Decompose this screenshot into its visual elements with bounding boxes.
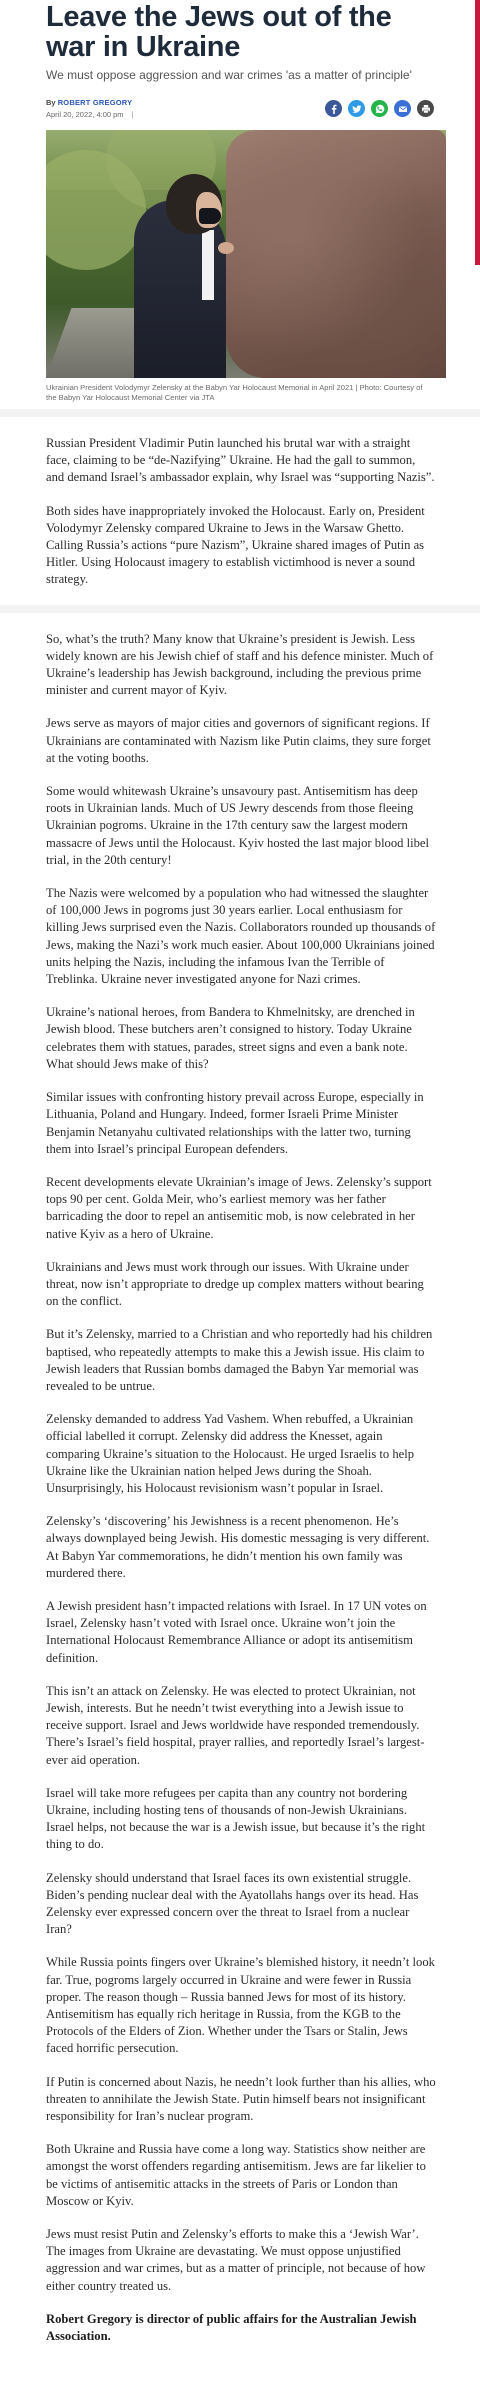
byline-row [46, 97, 432, 127]
byline-separator: | [131, 110, 134, 119]
article-body [0, 631, 480, 2346]
body-paragraph: Similar issues with confronting history prevail across Europe, especially in Lithuania, Poland and Hungary. Indeed, former Israeli Prime Minister Benjamin Netanyahu cultivated relationships with the latter two, turning them into Israel’s principal European defenders. [46, 1090, 424, 1156]
author-bio: Robert Gregory is director of public affairs for the Australian Jewish Association. [46, 2311, 417, 2344]
body-paragraph: But it’s Zelensky, married to a Christian and who reportedly had his children baptised, who repeatedly attempts to make this a Jewish issue. His claim to Jewish leaders that Russian bombs damaged the Babyn Yar memorial was revealed to be untrue. [46, 1327, 433, 1393]
body-paragraph: Jews must resist Putin and Zelensky’s efforts to make this a ‘Jewish War’. The images from Ukraine are devastating. We must oppose unjustified aggression and war crimes, but as a matter of principle, not because of how either country treated us. [46, 2227, 426, 2293]
byline-prefix: By [46, 98, 56, 107]
accent-bar [475, 0, 480, 265]
share-icons [325, 100, 434, 117]
article-photo [46, 130, 446, 378]
body-paragraph: Zelensky’s ‘discovering’ his Jewishness is a recent phenomenon. He’s always downplayed being Jewish. His domestic messaging is very different. At Babyn Yar commemorations, he didn’t mention his own family was murdered there. [46, 1514, 430, 1580]
body-paragraph: Ukrainians and Jews must work through our issues. With Ukraine under threat, now isn’t appropriate to dredge up complex matters without bearing on the conflict. [46, 1259, 424, 1309]
body-paragraph: If Putin is concerned about Nazis, he needn’t look further than his allies, who threaten to annihilate the Jewish State. Putin himself bears not insignificant responsibility for Iran’s nuclear program. [46, 2074, 436, 2124]
article-body [0, 435, 480, 589]
photo-mask [199, 208, 221, 224]
body-paragraph: Some would whitewash Ukraine’s unsavoury past. Antisemitism has deep roots in Ukrainian lands. Much of US Jewry descends from those fleeing Ukrainian pogroms. Ukraine in the 17th century saw the largest modern massacre of Jews until the Holocaust. Kyiv hosted the last major blood libel trial, in the 20th century! [46, 784, 429, 867]
photo-caption: Ukrainian President Volodymyr Zelensky at the Babyn Yar Holocaust Memorial in April 2021 | Photo: Courtesy of the Babyn Yar Holocaust Memorial Center via JTA [46, 383, 423, 402]
email-icon[interactable] [394, 100, 411, 117]
body-paragraph: The Nazis were welcomed by a population who had witnessed the slaughter of 100,000 Jews in pogroms just 30 years earlier. Local enthusiasm for killing Jews surprised even the Nazis. Collaborators rounded up thousands of Jews, making the Nazi’s work much easier. About 100,000 Ukrainians joined units helping the Nazis, including the infamous Ivan the Terrible of Treblinka. Ukraine never investigated anyone for Nazi crimes. [46, 886, 436, 987]
facebook-icon[interactable] [325, 100, 342, 117]
body-paragraph: Russian President Vladimir Putin launched his brutal war with a straight face, claiming to be “de-Nazifying” Ukraine. He had the gall to summon, and demand Israel’s ambassador explain, why Israel was “supporting Nazis”. [46, 436, 435, 485]
body-paragraph: Zelensky should understand that Israel faces its own existential struggle. Biden’s pending nuclear deal with the Ayatollahs hangs over its head. Has Zelensky ever expressed concern over the threat to Israel from a nuclear Iran? [46, 1870, 419, 1937]
byline [46, 97, 134, 121]
whatsapp-icon[interactable] [371, 100, 388, 117]
body-paragraph: Both Ukraine and Russia have come a long way. Statistics show neither are amongst the worst offenders regarding antisemitism. Jews are far likelier to be victims of antisemitic attacks in the streets of Paris or London than Moscow or Kyiv. [46, 2142, 426, 2208]
section-divider [0, 605, 480, 613]
body-paragraph: So, what’s the truth? Many know that Ukraine’s president is Jewish. Less widely known are his Jewish chief of staff and his defence minister. Much of Ukraine’s leadership has Jewish background, including the previous prime minister and current mayor of Kyiv. [46, 631, 434, 698]
body-paragraph: While Russia points fingers over Ukraine’s blemished history, it needn’t look far. True, pogroms largely occurred in Ukraine and were fewer in Russia proper. The reason though – Russia banned Jews for most of its history. Antisemitism has equally rich heritage in Russia, from the KGB to the Protocols of the Elders of Zion. Whether under the Tsars or Stalin, Jews faced horrific persecution. [46, 1955, 435, 2056]
body-paragraph: Both sides have inappropriately invoked the Holocaust. Early on, President Volodymyr Zelensky compared Ukraine to Jews in the Warsaw Ghetto. Calling Russia’s actions “pure Nazism”, Ukraine shared images of Putin as Hitler. Using Holocaust imagery to establish victimhood is never a sound strategy. [46, 503, 425, 587]
article-header [0, 0, 480, 409]
photo-memorial-stone [226, 130, 446, 378]
photo-shirt [202, 230, 214, 300]
body-paragraph: Recent developments elevate Ukrainian’s image of Jews. Zelensky’s support tops 90 per cent. Golda Meir, who’s earliest memory was her father barricading the door to repel an antisemitic mob, is now celebrated in her native Kyiv as a hero of Ukraine. [46, 1174, 432, 1241]
body-paragraph: Jews serve as mayors of major cities and governors of significant regions. If Ukrainians are contaminated with Nazism like Putin claims, they sure forget at the voting booths. [46, 716, 431, 765]
body-paragraph: This isn’t an attack on Zelensky. He was elected to protect Ukrainian, not Jewish, interests. But he needn’t twist everything into a Jewish issue to receive support. Israel and Jews worldwide have responded tremendously. There’s Israel’s field hospital, prayer rallies, and reportedly Israel’s largest-ever aid operation. [46, 1683, 425, 1767]
headline: Leave the Jews out of the war in Ukraine [46, 1, 392, 63]
subheadline: We must oppose aggression and war crimes 'as a matter of principle' [46, 68, 412, 82]
body-paragraph: A Jewish president hasn’t impacted relations with Israel. In 17 UN votes on Israel, Zelensky hasn’t voted with Israel once. Ukraine won’t join the International Holocaust Remembrance Alliance or adopt its antisemitism definition. [46, 1598, 427, 1665]
twitter-icon[interactable] [348, 100, 365, 117]
author-link[interactable]: ROBERT GREGORY [57, 98, 133, 107]
print-icon[interactable] [417, 100, 434, 117]
body-paragraph: Zelensky demanded to address Yad Vashem. When rebuffed, a Ukrainian official labelled it corrupt. Zelensky did address the Knesset, again comparing Ukraine’s situation to the Holocaust. He urged Israelis to help Ukraine like the Ukrainian nation helped Jews during the Shoah. Unsurprisingly, his Holocaust revisionism wasn’t popular in Israel. [46, 1412, 415, 1495]
body-paragraph: Israel will take more refugees per capita than any country not bordering Ukraine, including hosting tens of thousands of non-Jewish Ukrainians. Israel helps, not because the war is a Jewish issue, but because it’s the right thing to do. [46, 1785, 426, 1852]
section-divider [0, 409, 480, 417]
photo-hand [218, 242, 234, 254]
body-paragraph: Ukraine’s national heroes, from Bandera to Khmelnitsky, are drenched in Jewish blood. These butchers aren’t consigned to history. Today Ukraine celebrates them with statues, parades, street signs and even a bank note. What should Jews make of this? [46, 1005, 415, 1071]
publish-date: April 20, 2022, 4:00 pm [46, 110, 124, 119]
